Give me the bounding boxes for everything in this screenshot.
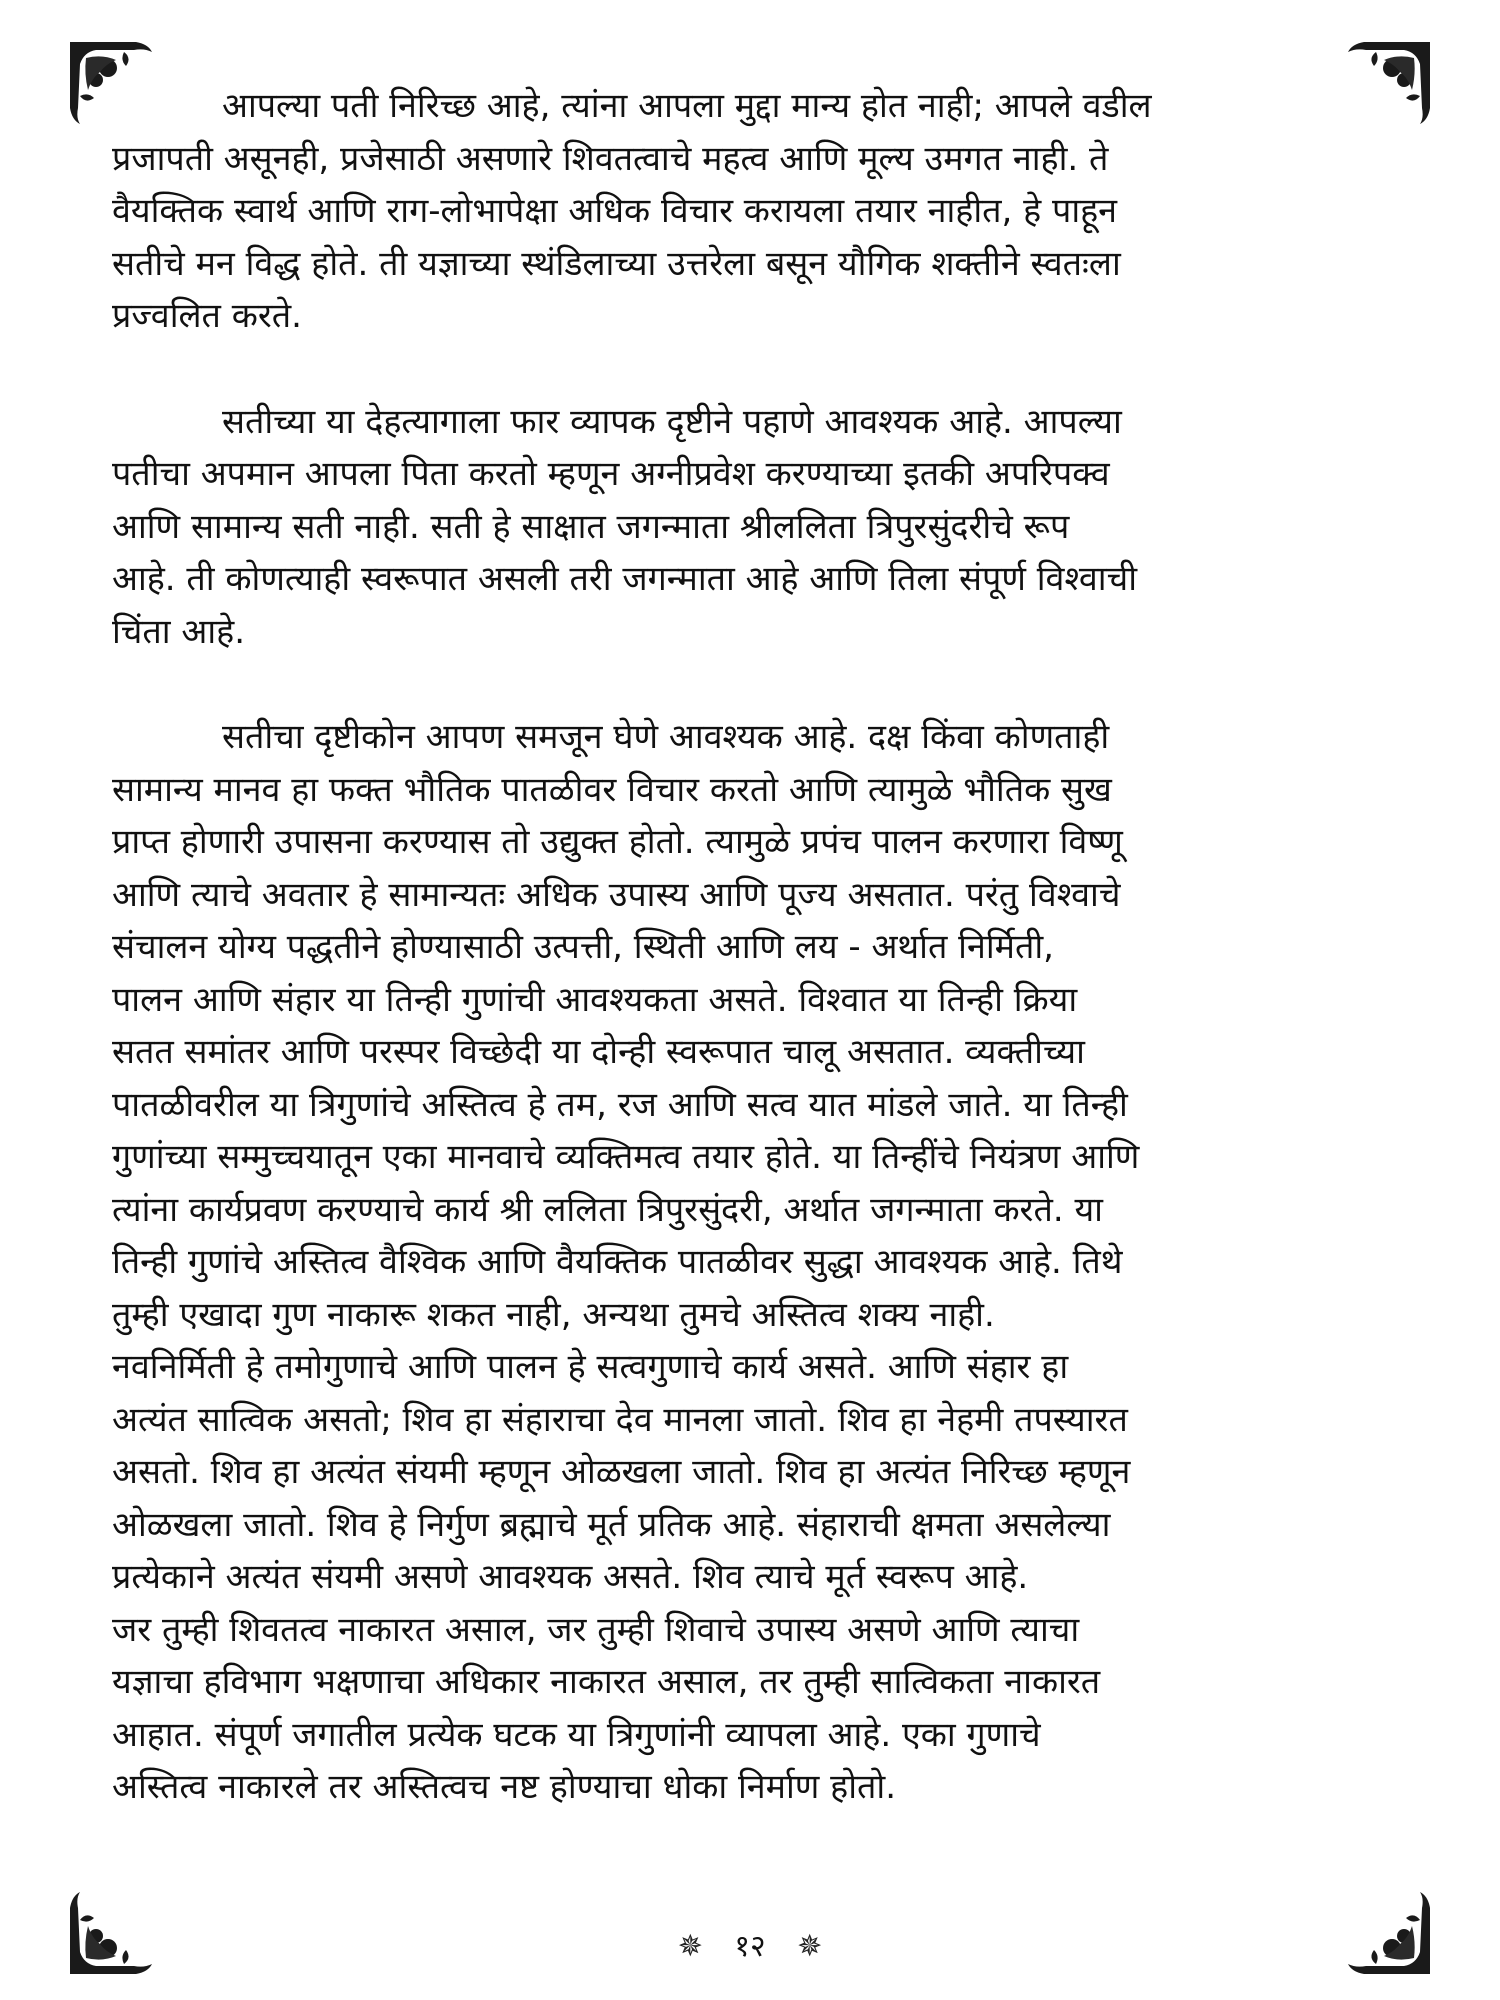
footer-ornament-right-icon: ✵ <box>797 1928 823 1964</box>
paragraph-2: सतीच्या या देहत्यागाला फार व्यापक दृष्टीने पहाणे आवश्यक आहे. आपल्या पतीचा अपमान आपला पिता करतो म्हणून अग्नीप्रवेश करण्याच्या इतकी अपरिपक्व आणि सामान्य सती नाही. सती हे साक्षात जगन्माता श्रीललिता त्रिपुरसुंदरीचे रूप आहे. ती कोणत्याही स्वरूपात असली तरी जगन्माता आहे आणि तिला संपूर्ण विश्वाची चिंता आहे. <box>112 401 1138 652</box>
page-footer <box>0 1926 1500 1967</box>
page-number: १२ <box>734 1928 766 1964</box>
paragraph-1: आपल्या पती निरिच्छ आहे, त्यांना आपला मुद्दा मान्य होत नाही; आपले वडील प्रजापती असूनही, प्रजेसाठी असणारे शिवतत्वाचे महत्व आणि मूल्य उमगत नाही. ते वैयक्तिक स्वार्थ आणि राग-लोभापेक्षा अधिक विचार करायला तयार नाहीत, हे पाहून सतीचे मन विद्ध होते. ती यज्ञाच्या स्थंडिलाच्या उत्तरेला बसून यौगिक शक्तीने स्वतःला प्रज्वलित करते. <box>112 86 1152 336</box>
body-text <box>112 80 1412 1814</box>
footer-ornament-left-icon: ✵ <box>677 1928 703 1964</box>
paragraph-3: सतीचा दृष्टीकोन आपण समजून घेणे आवश्यक आहे. दक्ष किंवा कोणताही सामान्य मानव हा फक्त भौतिक पातळीवर विचार करतो आणि त्यामुळे भौतिक सुख प्राप्त होणारी उपासना करण्यास तो उद्युक्त होतो. त्यामुळे प्रपंच पालन करणारा विष्णू आणि त्याचे अवतार हे सामान्यतः अधिक उपास्य आणि पूज्य असतात. परंतु विश्वाचे संचालन योग्य पद्धतीने होण्यासाठी उत्पत्ती, स्थिती आणि लय - अर्थात निर्मिती, पालन आणि संहार या तिन्ही गुणांची आवश्यकता असते. विश्वात या तिन्ही क्रिया सतत समांतर आणि परस्पर विच्छेदी या दोन्ही स्वरूपात चालू असतात. व्यक्तीच्या पातळीवरील या त्रिगुणांचे अस्तित्व हे तम, रज आणि सत्व यात मांडले जाते. या तिन्ही गुणांच्या सम्मुच्चयातून एका मानवाचे व्यक्तिमत्व तयार होते. या तिन्हींचे नियंत्रण आणि त्यांना कार्यप्रवण करण्याचे कार्य श्री ललिता त्रिपुरसुंदरी, अर्थात जगन्माता करते. या तिन्ही गुणांचे अस्तित्व वैश्विक आणि वैयक्तिक पातळीवर सुद्धा आवश्यक आहे. तिथे तुम्ही एखादा गुण नाकारू शकत नाही, अन्यथा तुमचे अस्तित्व शक्य नाही. नवनिर्मिती हे तमोगुणाचे आणि पालन हे सत्वगुणाचे कार्य असते. आणि संहार हा अत्यंत सात्विक असतो; शिव हा संहाराचा देव मानला जातो. शिव हा नेहमी तपस्यारत असतो. शिव हा अत्यंत संयमी म्हणून ओळखला जातो. शिव हा अत्यंत निरिच्छ म्हणून ओळखला जातो. शिव हे निर्गुण ब्रह्माचे मूर्त प्रतिक आहे. संहाराची क्षमता असलेल्या प्रत्येकाने अत्यंत संयमी असणे आवश्यक असते. शिव त्याचे मूर्त स्वरूप आहे. जर तुम्ही शिवतत्व नाकारत असाल, जर तुम्ही शिवाचे उपास्य असणे आणि त्याचा यज्ञाचा हविभाग भक्षणाचा अधिकार नाकारत असाल, तर तुम्ही सात्विकता नाकारत आहात. संपूर्ण जगातील प्रत्येक घटक या त्रिगुणांनी व्यापला आहे. एका गुणाचे अस्तित्व नाकारले तर अस्तित्वच नष्ट होण्याचा धोका निर्माण होतो. <box>112 717 1140 1807</box>
